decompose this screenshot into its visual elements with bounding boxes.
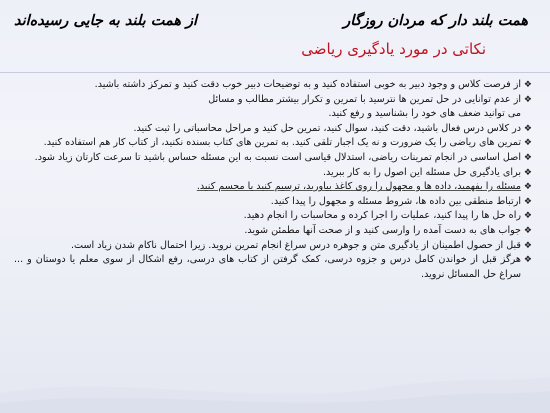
diamond-bullet-icon: ❖ bbox=[523, 123, 532, 134]
list-item bbox=[14, 151, 532, 166]
list-item-text: جواب های به دست آمده را وارسی کنید و از صحت آنها مطمئن شوید. bbox=[244, 224, 521, 236]
list-item bbox=[14, 136, 532, 151]
diamond-bullet-icon: ❖ bbox=[523, 211, 532, 222]
diamond-bullet-icon: ❖ bbox=[523, 255, 532, 266]
list-item-text: قبل از حصول اطمینان از یادگیری متن و جوهره درس سراغ انجام تمرین نروید. زیرا احتمال ناکام شدن زیاد است. bbox=[70, 239, 521, 251]
diamond-bullet-icon: ❖ bbox=[523, 167, 532, 178]
list-item-text: برای یادگیری حل مسئله این اصول را به کار ببرید. bbox=[322, 166, 521, 178]
diamond-bullet-icon: ❖ bbox=[523, 138, 532, 149]
list-item bbox=[14, 93, 532, 108]
list-item bbox=[14, 166, 532, 181]
diamond-bullet-icon: ❖ bbox=[523, 94, 532, 105]
verse-left: از همت بلند به جایی رسیده‌اند bbox=[14, 13, 198, 29]
list-item-text: تمرین های ریاضی را یک ضرورت و نه یک اجبار تلقی کنید. به تمرین های کتاب بسنده نکنید، از کتاب کار هم استفاده کنید. bbox=[43, 137, 521, 149]
list-item bbox=[14, 107, 532, 122]
header-divider bbox=[0, 72, 550, 73]
diamond-bullet-icon: ❖ bbox=[523, 240, 532, 251]
list-item bbox=[14, 122, 532, 137]
list-item-text: می توانید ضعف های خود را بشناسید و رفع کنید. bbox=[328, 108, 521, 120]
diamond-bullet-icon: ❖ bbox=[523, 225, 532, 236]
diamond-bullet-icon: ❖ bbox=[523, 152, 532, 163]
diamond-bullet-icon: ❖ bbox=[523, 182, 532, 193]
list-item-text: هرگز قبل از خواندن کامل درس و جزوه درسی، کمک گرفتن از کتاب های درسی، رفع اشکال از سوی معلم یا دوستان و ... سراغ حل المسائل نروید. bbox=[14, 254, 521, 280]
list-item-text: مسئله را بفهمید، داده ها و مجهول را روی کاغذ بیاورید، ترسیم کنید یا مجسم کنید. bbox=[196, 181, 521, 193]
list-item-text: اصل اساسی در انجام تمرینات ریاضی، استدلال قیاسی است نسبت به این مسئله حساس باشید تا سرعت کارتان زیاد شود. bbox=[34, 151, 521, 163]
list-item bbox=[14, 209, 532, 224]
slide-subtitle: نکاتی در مورد یادگیری ریاضی bbox=[301, 40, 486, 58]
poem-header bbox=[14, 6, 528, 36]
diamond-bullet-icon: ❖ bbox=[523, 196, 532, 207]
list-item-text: از فرصت کلاس و وجود دبیر به خوبی استفاده کنید و به توضیحات دبیر خوب دقت کنید و تمرکز داشته باشید. bbox=[94, 79, 521, 90]
diamond-bullet-icon: ❖ bbox=[523, 80, 532, 90]
list-item bbox=[14, 224, 532, 239]
list-item bbox=[14, 239, 532, 254]
background-wave-decoration bbox=[0, 353, 550, 413]
list-item-text: راه حل ها را پیدا کنید، عملیات را اجرا کرده و محاسبات را انجام دهید. bbox=[243, 210, 521, 222]
list-item bbox=[14, 180, 532, 195]
list-item-text: از عدم توانایی در حل تمرین ها نترسید با تمرین و تکرار بیشتر مطالب و مسائل bbox=[208, 93, 521, 105]
verse-right: همت بلند دار که مردان روزگار bbox=[343, 13, 528, 29]
list-item bbox=[14, 195, 532, 210]
list-item bbox=[14, 78, 532, 93]
list-item-text: در کلاس درس فعال باشید، دقت کنید، سوال کنید، تمرین حل کنید و مراحل محاسباتی را ثبت کنید. bbox=[133, 122, 521, 134]
list-item-text: ارتباط منطقی بین داده ها، شروط مسئله و مجهول را پیدا کنید. bbox=[270, 195, 521, 207]
tips-list bbox=[14, 78, 532, 282]
list-item bbox=[14, 253, 532, 282]
